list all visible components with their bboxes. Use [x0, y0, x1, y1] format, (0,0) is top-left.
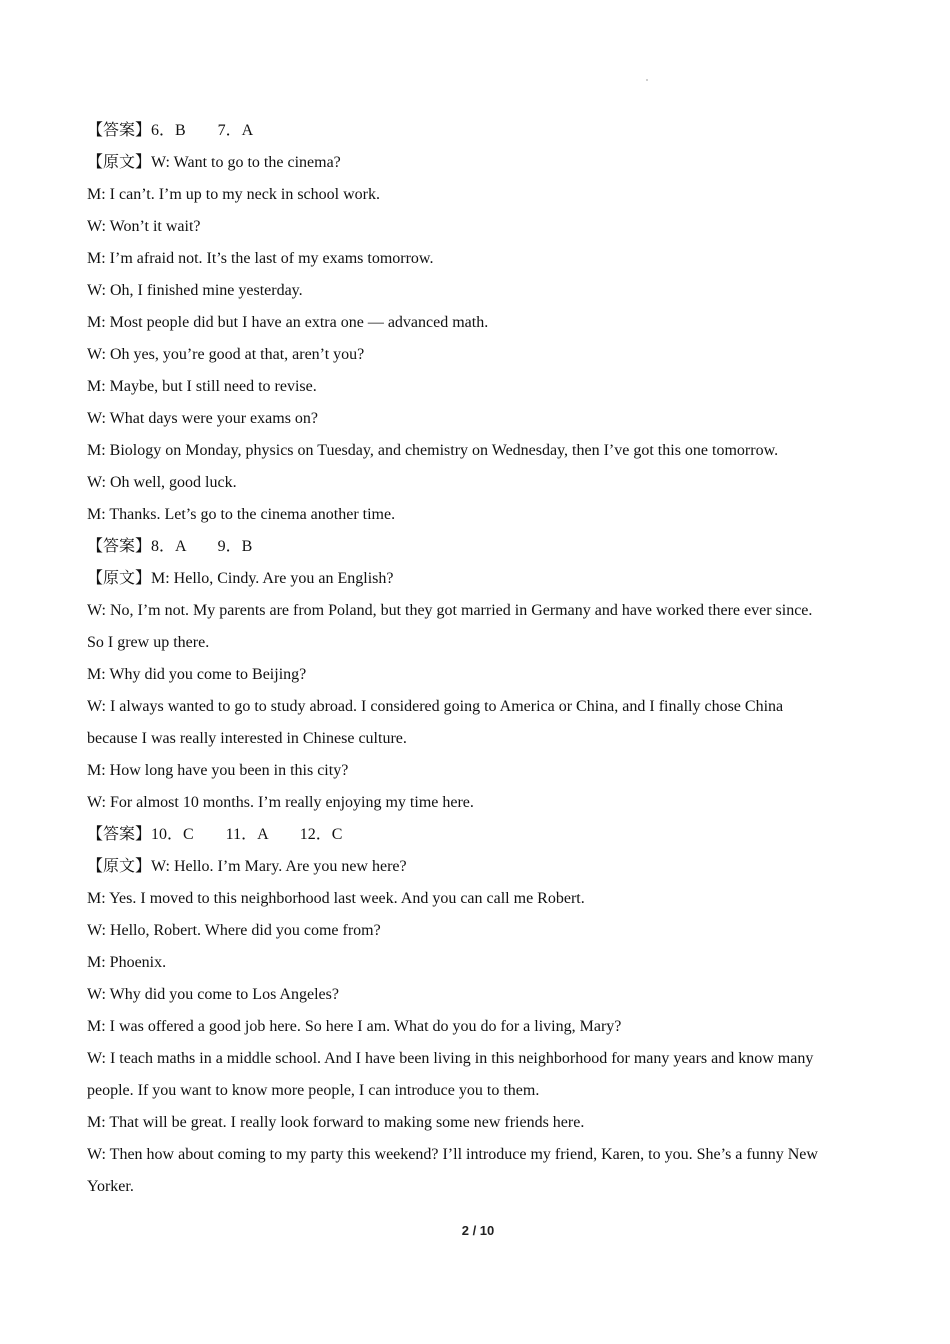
transcript-line: W: Oh well, good luck. [87, 474, 237, 491]
transcript-line: W: What days were your exams on? [87, 410, 319, 427]
transcript-line: M: Phoenix. [87, 954, 167, 971]
transcript-line: M: Most people did but I have an extra one — advanced math. [87, 314, 489, 331]
document-body [87, 115, 887, 1203]
transcript-line: M: Why did you come to Beijing? [87, 666, 307, 683]
transcript-line: So I grew up there. [87, 634, 210, 651]
transcript-line: W: Then how about coming to my party this weekend? I’ll introduce my friend, Karen, to you. She’s a funny New [87, 1146, 818, 1163]
answer-line: 【答案】10．C 11．A 12．C [87, 826, 343, 843]
transcript-line: W: Won’t it wait? [87, 218, 201, 235]
transcript-line: W: No, I’m not. My parents are from Poland, but they got married in Germany and have worked there ever since. [87, 602, 813, 619]
transcript-line: W: I teach maths in a middle school. And I have been living in this neighborhood for many years and know many [87, 1050, 814, 1067]
transcript-line: W: Hello, Robert. Where did you come from? [87, 922, 381, 939]
transcript-line: 【原文】M: Hello, Cindy. Are you an English? [87, 570, 394, 587]
transcript-line: W: For almost 10 months. I’m really enjoying my time here. [87, 794, 474, 811]
transcript-line: W: Why did you come to Los Angeles? [87, 986, 339, 1003]
transcript-line: W: I always wanted to go to study abroad. I considered going to America or China, and I finally chose China [87, 698, 784, 715]
answer-line: 【答案】8．A 9．B [87, 538, 253, 555]
transcript-line: people. If you want to know more people, I can introduce you to them. [87, 1082, 540, 1099]
answer-line: 【答案】6．B 7．A [87, 122, 254, 139]
transcript-line: M: I’m afraid not. It’s the last of my exams tomorrow. [87, 250, 434, 267]
transcript-line: 【原文】W: Want to go to the cinema? [87, 154, 341, 171]
transcript-line: W: Oh yes, you’re good at that, aren’t you? [87, 346, 365, 363]
transcript-line: W: Oh, I finished mine yesterday. [87, 282, 303, 299]
transcript-line: M: Thanks. Let’s go to the cinema another time. [87, 506, 396, 523]
transcript-line: because I was really interested in Chinese culture. [87, 730, 407, 747]
scan-dot-mark [646, 79, 648, 81]
transcript-line: M: Maybe, but I still need to revise. [87, 378, 317, 395]
transcript-line: M: How long have you been in this city? [87, 762, 349, 779]
transcript-line: Yorker. [87, 1178, 134, 1195]
transcript-line: 【原文】W: Hello. I’m Mary. Are you new here? [87, 858, 407, 875]
transcript-line: M: Yes. I moved to this neighborhood last week. And you can call me Robert. [87, 890, 585, 907]
transcript-line: M: I can’t. I’m up to my neck in school work. [87, 186, 380, 203]
transcript-line: M: Biology on Monday, physics on Tuesday, and chemistry on Wednesday, then I’ve got this one tomorrow. [87, 442, 779, 459]
page-number: 2 / 10 [461, 1223, 495, 1238]
transcript-line: M: I was offered a good job here. So here I am. What do you do for a living, Mary? [87, 1018, 622, 1035]
transcript-line: M: That will be great. I really look forward to making some new friends here. [87, 1114, 585, 1131]
